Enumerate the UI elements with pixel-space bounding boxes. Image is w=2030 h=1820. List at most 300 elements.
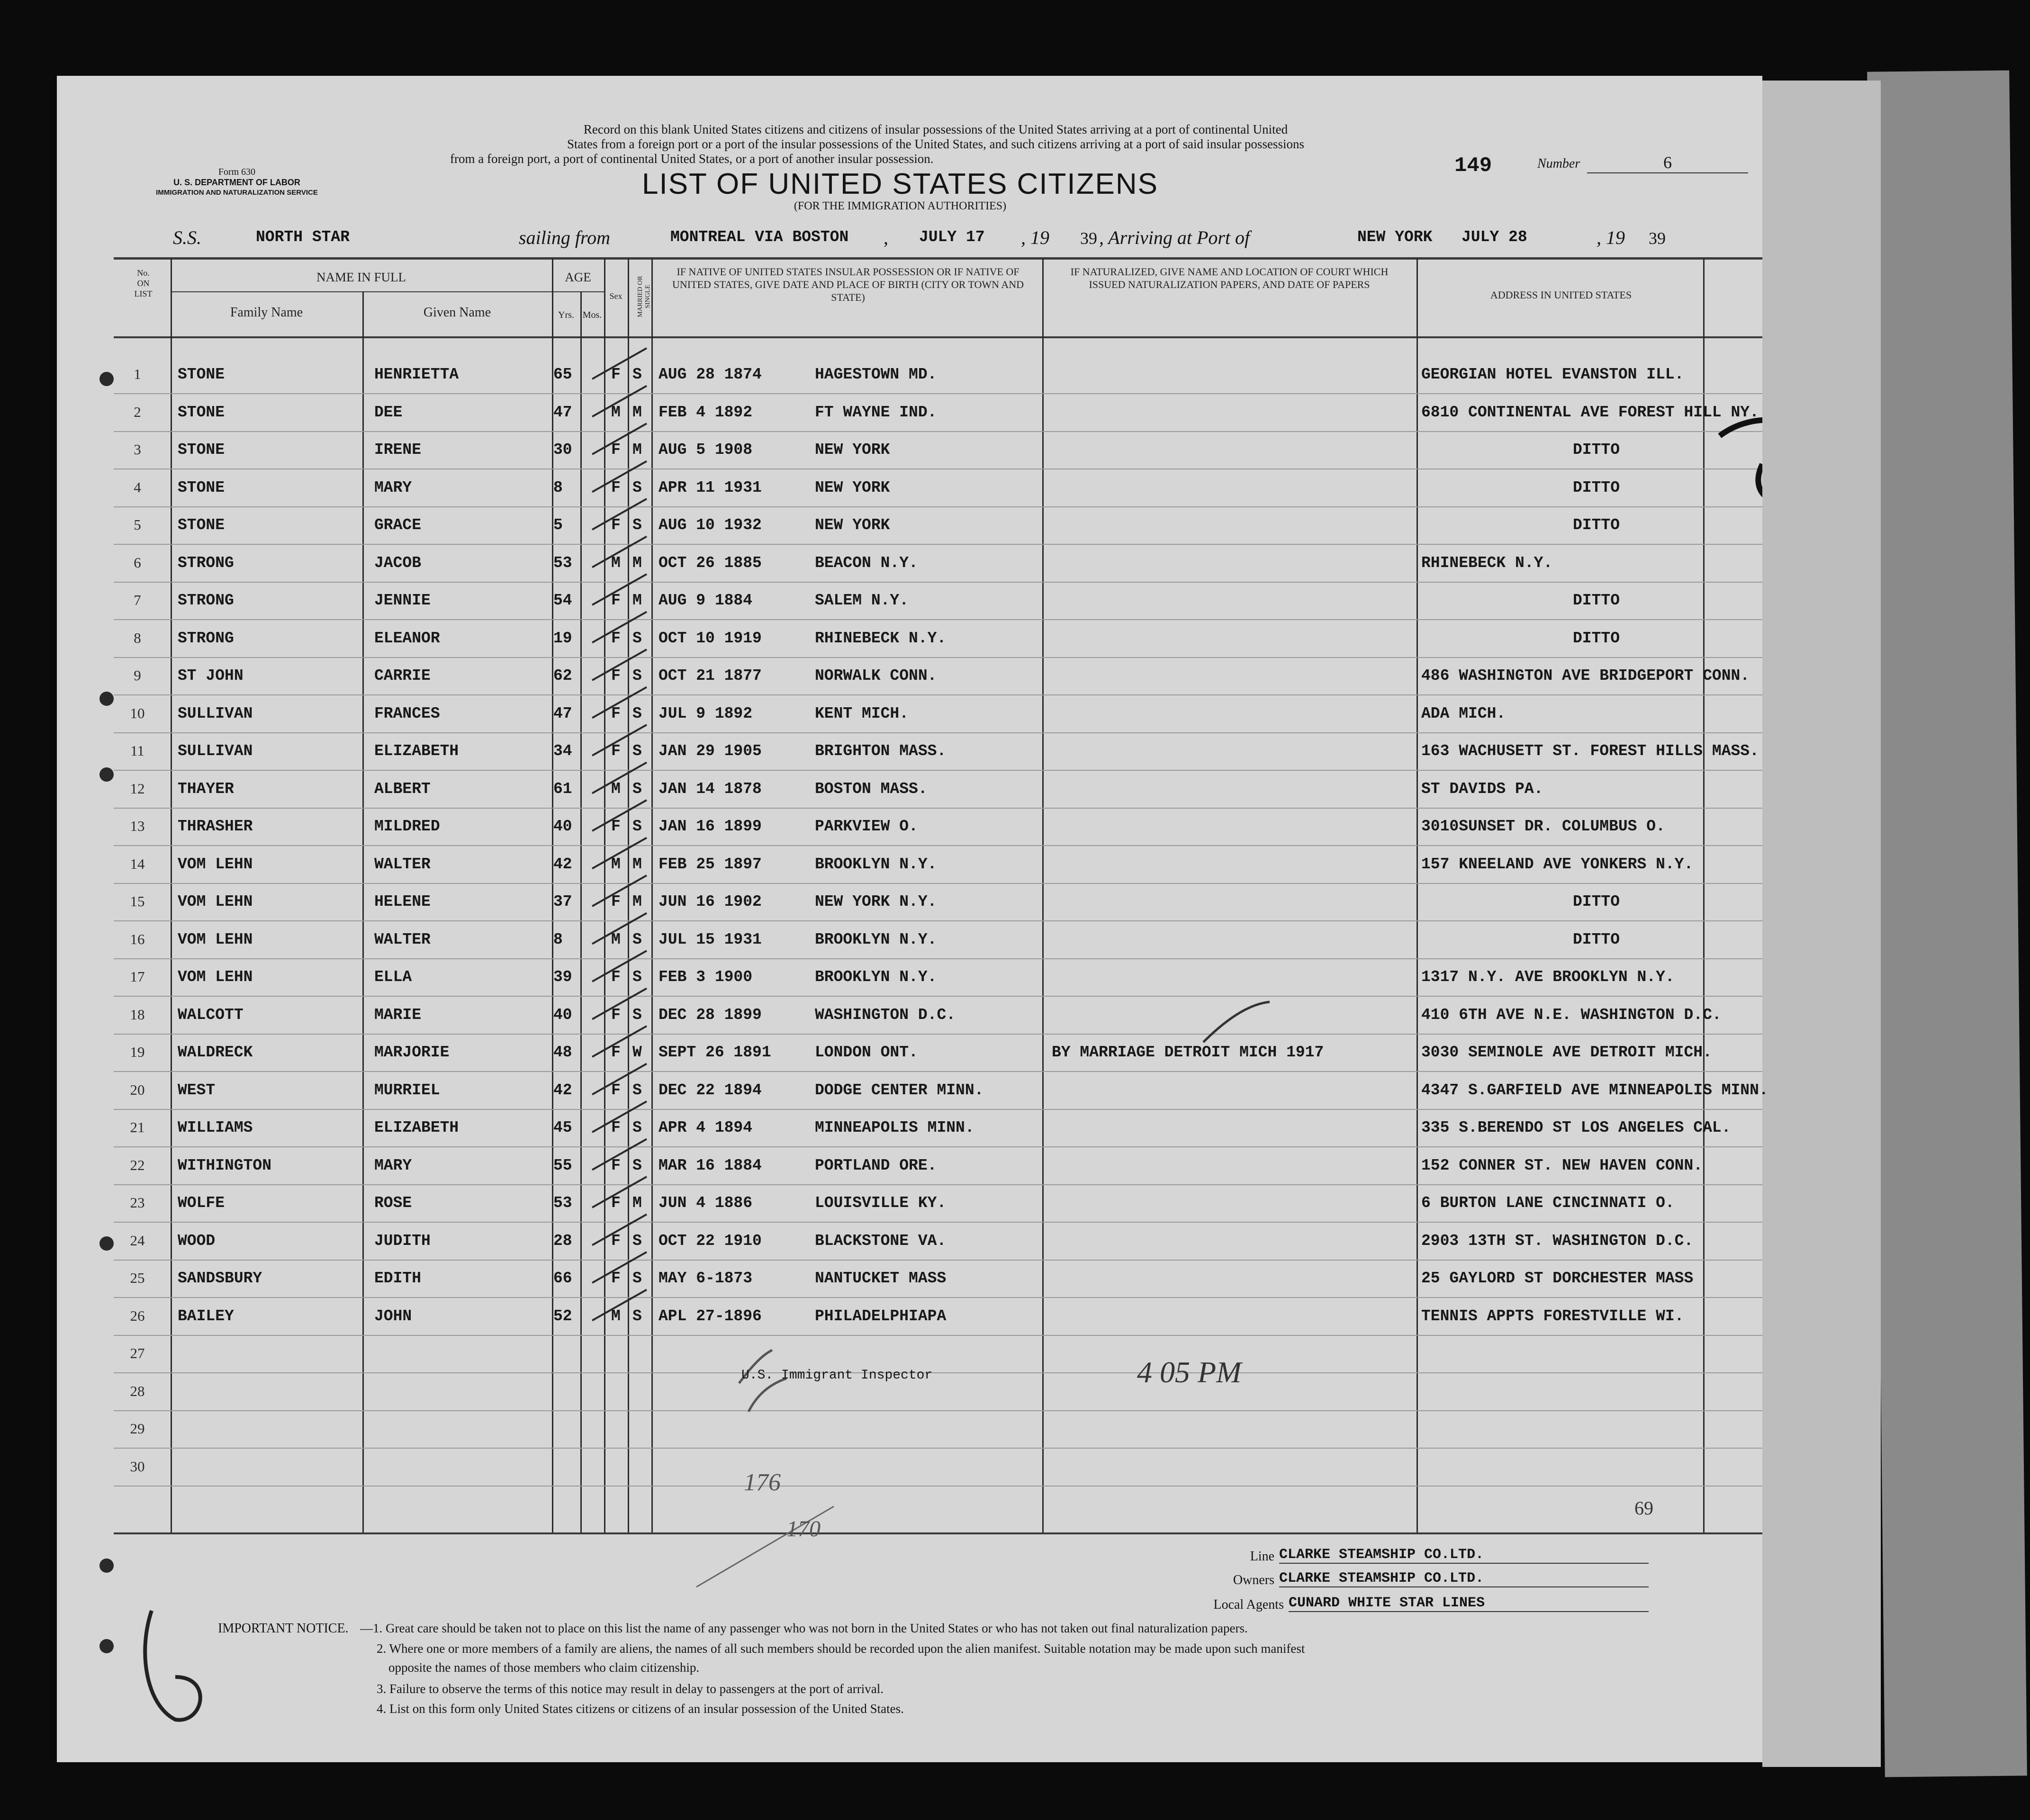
row-ms: S <box>632 478 642 496</box>
arriving-label: , Arriving at Port of <box>1099 227 1250 248</box>
row-ms: M <box>632 592 642 609</box>
row-ms: S <box>632 516 642 534</box>
row-given: ELIZABETH <box>374 1119 459 1136</box>
row-birth-place: NANTUCKET MASS <box>815 1270 947 1287</box>
row-birth-date: JAN 16 1899 <box>659 818 762 835</box>
row-birth-date: MAY 6-1873 <box>659 1270 753 1287</box>
row-given: IRENE <box>374 441 422 459</box>
instructions-line-2: States from a foreign port or a port of the insular possessions of the United States, and such citizens arriving at a port of said insular possessions <box>567 137 1304 151</box>
row-n: 23 <box>130 1194 145 1211</box>
row-ms: M <box>632 893 642 910</box>
agents-label: Local Agents <box>1213 1597 1284 1612</box>
row-n: 22 <box>130 1156 145 1173</box>
row-birth-date: JUN 4 1886 <box>659 1194 753 1212</box>
row-given: MILDRED <box>374 818 440 835</box>
row-age: 8 <box>553 478 563 496</box>
row-sex: F <box>611 516 621 534</box>
margin-big-number <box>1743 407 1746 413</box>
row-given: ELEANOR <box>374 629 440 647</box>
check-mark <box>592 423 647 454</box>
row-age: 45 <box>553 1119 572 1136</box>
row-sex: F <box>611 441 621 459</box>
row-sex: F <box>611 667 621 685</box>
number-value: 6 <box>1587 153 1748 173</box>
sail-date: JULY 17 <box>919 228 985 246</box>
ship-name: NORTH STAR <box>256 228 350 246</box>
row-sex: F <box>611 968 621 986</box>
punch-hole <box>99 1559 114 1573</box>
check-mark <box>592 574 647 605</box>
row-age: 42 <box>553 1081 572 1099</box>
row-age: 34 <box>553 742 572 760</box>
form-dept: U. S. DEPARTMENT OF LABOR <box>173 178 300 187</box>
row-family: STONE <box>178 366 225 383</box>
row-family: STRONG <box>178 629 234 647</box>
row-birth-date: JAN 14 1878 <box>659 780 762 798</box>
instructions-line-1: Record on this blank United States citizens and citizens of insular possessions of the United States arriving at a port of continental United <box>583 122 1288 136</box>
punch-hole <box>99 1639 114 1653</box>
header-married-single: MARRIED OR SINGLE <box>637 276 651 317</box>
punch-hole <box>99 372 114 386</box>
row-family: SULLIVAN <box>178 742 253 760</box>
row-birth-place: BROOKLYN N.Y. <box>815 968 937 986</box>
row-age: 37 <box>553 893 572 910</box>
row-ms: M <box>632 855 642 873</box>
row-address: DITTO <box>1573 478 1620 496</box>
row-age: 54 <box>553 592 572 609</box>
row-sex: M <box>611 930 621 948</box>
punch-hole <box>99 1236 114 1251</box>
row-birth-date: APL 27-1896 <box>659 1307 762 1325</box>
check-mark <box>592 499 647 530</box>
row-age: 42 <box>553 855 572 873</box>
row-ms: S <box>632 629 642 647</box>
row-ms: S <box>632 667 642 685</box>
row-given: MARJORIE <box>374 1044 450 1061</box>
row-family: SANDSBURY <box>178 1270 262 1287</box>
row-n: 25 <box>130 1270 145 1286</box>
row-ms: M <box>632 441 642 459</box>
row-birth-date: SEPT 26 1891 <box>659 1044 771 1061</box>
sailing-label: sailing from <box>519 227 610 248</box>
owners-label: Owners <box>1233 1573 1274 1587</box>
row-family: WOOD <box>178 1232 216 1250</box>
check-mark <box>592 1101 647 1132</box>
row-age: 47 <box>553 403 572 421</box>
row-ms: W <box>632 1044 642 1061</box>
ss-label: S.S. <box>173 227 201 248</box>
row-age: 66 <box>553 1270 572 1287</box>
row-ms: S <box>632 1156 642 1174</box>
check-mark <box>592 1064 647 1095</box>
row-birth-place: PORTLAND ORE. <box>815 1156 937 1174</box>
row-birth-date: DEC 28 1899 <box>659 1006 762 1024</box>
row-birth-place: RHINEBECK N.Y. <box>815 629 947 647</box>
row-family: WITHINGTON <box>178 1156 272 1174</box>
check-mark <box>592 649 647 680</box>
row-birth-date: APR 4 1894 <box>659 1119 753 1136</box>
check-mark <box>592 989 647 1019</box>
row-age: 48 <box>553 1044 572 1061</box>
row-ms: S <box>632 1006 642 1024</box>
tally-bottom: 170 <box>786 1516 821 1541</box>
row-address: 157 KNEELAND AVE YONKERS N.Y. <box>1421 855 1694 873</box>
notice-label: IMPORTANT NOTICE. <box>218 1621 349 1636</box>
row-birth-place: BROOKLYN N.Y. <box>815 930 937 948</box>
agents-value: CUNARD WHITE STAR LINES <box>1289 1595 1649 1612</box>
row-birth-date: OCT 21 1877 <box>659 667 762 685</box>
check-mark <box>592 951 647 982</box>
arrival-date: JULY 28 <box>1462 228 1527 246</box>
check-mark <box>592 763 647 793</box>
row-age: 40 <box>553 818 572 835</box>
row-age: 39 <box>553 968 572 986</box>
manifest-sheet <box>57 76 1768 1762</box>
row-n: 16 <box>130 930 145 947</box>
page-count: 69 <box>1634 1497 1653 1519</box>
row-ms: S <box>632 780 642 798</box>
check-mark <box>592 461 647 492</box>
row-sex: F <box>611 1156 621 1174</box>
row-family: BAILEY <box>178 1307 234 1325</box>
page-edge <box>1762 81 1881 1767</box>
row-family: VOM LEHN <box>178 893 253 910</box>
row-birth-date: FEB 25 1897 <box>659 855 762 873</box>
row-sex: M <box>611 403 621 421</box>
check-mark <box>592 875 647 906</box>
row-birth-place: BLACKSTONE VA. <box>815 1232 947 1250</box>
row-ms: S <box>632 968 642 986</box>
form-service: IMMIGRATION AND NATURALIZATION SERVICE <box>156 189 318 197</box>
row-family: STONE <box>178 478 225 496</box>
row-sex: F <box>611 704 621 722</box>
row-n: 26 <box>130 1307 145 1324</box>
row-address: DITTO <box>1573 893 1620 910</box>
row-given: JENNIE <box>374 592 431 609</box>
row-n: 18 <box>130 1006 145 1023</box>
row-age: 52 <box>553 1307 572 1325</box>
row-birth-date: APR 11 1931 <box>659 478 762 496</box>
row-address: 335 S.BERENDO ST LOS ANGELES CAL. <box>1421 1119 1731 1136</box>
row-given: WALTER <box>374 930 431 948</box>
row-birth-place: NEW YORK <box>815 516 890 534</box>
row-address: DITTO <box>1573 930 1620 948</box>
row-n: 19 <box>130 1044 145 1060</box>
row-birth-date: AUG 5 1908 <box>659 441 753 459</box>
row-given: MURRIEL <box>374 1081 440 1099</box>
row-ms: S <box>632 930 642 948</box>
check-mark <box>592 612 647 643</box>
header-family-name: Family Name <box>230 305 303 320</box>
row-n: 21 <box>130 1119 145 1135</box>
row-family: WALDRECK <box>178 1044 253 1061</box>
row-given: JUDITH <box>374 1232 431 1250</box>
row-age: 53 <box>553 1194 572 1212</box>
row-ms: S <box>632 742 642 760</box>
row-sex: M <box>611 554 621 572</box>
row-n: 27 <box>130 1345 145 1361</box>
check-mark <box>592 838 647 869</box>
row-birth-place: PARKVIEW O. <box>815 818 918 835</box>
row-age: 53 <box>553 554 572 572</box>
tally-top: 176 <box>744 1469 781 1496</box>
row-age: 62 <box>553 667 572 685</box>
row-address: 486 WASHINGTON AVE BRIDGEPORT CONN. <box>1421 667 1750 685</box>
row-address: DITTO <box>1573 629 1620 647</box>
header-sex: Sex <box>609 291 623 301</box>
row-family: WALCOTT <box>178 1006 244 1024</box>
row-address: RHINEBECK N.Y. <box>1421 554 1553 572</box>
number-label: Number <box>1537 156 1580 171</box>
row-birth-date: AUG 9 1884 <box>659 592 753 609</box>
page-stamp: 149 <box>1454 154 1492 178</box>
row-address: 6 BURTON LANE CINCINNATI O. <box>1421 1194 1675 1212</box>
row-birth-place: BEACON N.Y. <box>815 554 918 572</box>
row-birth-date: JUL 9 1892 <box>659 704 753 722</box>
row-birth-date: AUG 10 1932 <box>659 516 762 534</box>
row-address: 1317 N.Y. AVE BROOKLYN N.Y. <box>1421 968 1675 986</box>
row-family: STONE <box>178 441 225 459</box>
row-given: WALTER <box>374 855 431 873</box>
punch-hole <box>99 692 114 706</box>
check-mark <box>592 725 647 756</box>
row-naturalized: BY MARRIAGE DETROIT MICH 1917 <box>1052 1044 1324 1061</box>
row-birth-place: NORWALK CONN. <box>815 667 937 685</box>
row-birth-place: PHILADELPHIAPA <box>815 1307 947 1325</box>
row-birth-date: FEB 3 1900 <box>659 968 753 986</box>
row-given: ELIZABETH <box>374 742 459 760</box>
punch-hole <box>99 767 114 782</box>
page-title: LIST OF UNITED STATES CITIZENS <box>642 168 1158 200</box>
row-given: GRACE <box>374 516 422 534</box>
row-family: STONE <box>178 403 225 421</box>
check-mark <box>592 1026 647 1057</box>
row-given: ALBERT <box>374 780 431 798</box>
row-age: 5 <box>553 516 563 534</box>
row-sex: F <box>611 1044 621 1061</box>
row-address: TENNIS APPTS FORESTVILLE WI. <box>1421 1307 1684 1325</box>
row-sex: F <box>611 742 621 760</box>
row-address: 6810 CONTINENTAL AVE FOREST HILL NY. <box>1421 403 1759 421</box>
row-sex: F <box>611 1232 621 1250</box>
row-address: 4347 S.GARFIELD AVE MINNEAPOLIS MINN. <box>1421 1081 1768 1099</box>
row-sex: F <box>611 592 621 609</box>
row-birth-place: LONDON ONT. <box>815 1044 918 1061</box>
row-family: WOLFE <box>178 1194 225 1212</box>
row-sex: F <box>611 818 621 835</box>
row-birth-place: FT WAYNE IND. <box>815 403 937 421</box>
row-n: 28 <box>130 1382 145 1399</box>
row-n: 30 <box>130 1458 145 1475</box>
check-mark <box>592 687 647 718</box>
row-given: CARRIE <box>374 667 431 685</box>
row-birth-date: DEC 22 1894 <box>659 1081 762 1099</box>
row-given: MARIE <box>374 1006 422 1024</box>
check-mark <box>592 800 647 831</box>
row-address: 152 CONNER ST. NEW HAVEN CONN. <box>1421 1156 1703 1174</box>
row-address: 25 GAYLORD ST DORCHESTER MASS <box>1421 1270 1694 1287</box>
sail-year: 39 <box>1080 229 1097 248</box>
row-given: HENRIETTA <box>374 366 459 383</box>
margin-left-number <box>152 1639 154 1644</box>
row-n: 7 <box>134 592 141 608</box>
row-n: 11 <box>130 742 144 759</box>
margin-six-stroke <box>145 1611 200 1720</box>
row-birth-place: KENT MICH. <box>815 704 909 722</box>
row-given: JACOB <box>374 554 422 572</box>
row-age: 19 <box>553 629 572 647</box>
row-ms: S <box>632 1232 642 1250</box>
row-given: HELENE <box>374 893 431 910</box>
row-n: 14 <box>130 855 145 872</box>
row-address: 410 6TH AVE N.E. WASHINGTON D.C. <box>1421 1006 1722 1024</box>
row-given: DEE <box>374 403 403 421</box>
row-birth-date: JUN 16 1902 <box>659 893 762 910</box>
check-mark <box>592 1290 647 1321</box>
inspector-label: U.S. Immigrant Inspector <box>741 1368 933 1383</box>
row-birth-date: OCT 10 1919 <box>659 629 762 647</box>
row-sex: F <box>611 478 621 496</box>
row-sex: M <box>611 855 621 873</box>
header-age: AGE <box>565 270 591 284</box>
row-address: DITTO <box>1573 516 1620 534</box>
row-family: STRONG <box>178 592 234 609</box>
row-sex: F <box>611 366 621 383</box>
row-birth-date: FEB 4 1892 <box>659 403 753 421</box>
big-nine-stroke <box>1720 420 1762 602</box>
check-mark <box>592 386 647 417</box>
row-family: WEST <box>178 1081 216 1099</box>
row-address: 3010SUNSET DR. COLUMBUS O. <box>1421 818 1665 835</box>
row-family: WILLIAMS <box>178 1119 253 1136</box>
row-n: 17 <box>130 968 145 985</box>
naturalized-check-mark <box>1203 1002 1270 1042</box>
header-name-in-full: NAME IN FULL <box>316 270 406 284</box>
row-sex: F <box>611 1006 621 1024</box>
check-mark <box>592 1177 647 1207</box>
row-ms: M <box>632 554 642 572</box>
row-address: 2903 13TH ST. WASHINGTON D.C. <box>1421 1232 1694 1250</box>
header-on: ON <box>137 279 150 288</box>
header-list: LIST <box>134 289 153 298</box>
page-subtitle: (FOR THE IMMIGRATION AUTHORITIES) <box>794 200 1007 212</box>
row-family: VOM LEHN <box>178 930 253 948</box>
arrival-year: 39 <box>1649 229 1666 248</box>
row-family: THAYER <box>178 780 234 798</box>
row-birth-place: WASHINGTON D.C. <box>815 1006 956 1024</box>
checkmark-strokes <box>57 76 1762 1762</box>
row-birth-date: JAN 29 1905 <box>659 742 762 760</box>
row-family: SULLIVAN <box>178 704 253 722</box>
row-address: GEORGIAN HOTEL EVANSTON ILL. <box>1421 366 1684 383</box>
row-given: JOHN <box>374 1307 412 1325</box>
owners-value: CLARKE STEAMSHIP CO.LTD. <box>1279 1570 1649 1587</box>
row-family: ST JOHN <box>178 667 244 685</box>
row-sex: M <box>611 780 621 798</box>
row-address: DITTO <box>1573 441 1620 459</box>
instructions-line-3: from a foreign port, a port of continental United States, or a port of another insular possession. <box>450 152 934 166</box>
row-address: 3030 SEMINOLE AVE DETROIT MICH. <box>1421 1044 1712 1061</box>
row-age: 30 <box>553 441 572 459</box>
notice-2b: opposite the names of those members who claim citizenship. <box>388 1660 700 1675</box>
row-birth-date: JUL 15 1931 <box>659 930 762 948</box>
row-family: THRASHER <box>178 818 253 835</box>
row-birth-place: DODGE CENTER MINN. <box>815 1081 984 1099</box>
row-n: 5 <box>134 516 141 533</box>
row-birth-place: MINNEAPOLIS MINN. <box>815 1119 974 1136</box>
notice-2a: 2. Where one or more members of a family are aliens, the names of all such members should be recorded upon the alien manifest. Suitable notation may be made upon such manifest <box>377 1641 1305 1656</box>
row-given: MARY <box>374 478 412 496</box>
check-mark <box>592 913 647 944</box>
row-age: 40 <box>553 1006 572 1024</box>
header-no: No. <box>137 268 150 278</box>
line-value: CLARKE STEAMSHIP CO.LTD. <box>1279 1547 1649 1564</box>
row-given: ELLA <box>374 968 412 986</box>
header-given-name: Given Name <box>423 305 491 320</box>
back-sheet <box>1867 71 2027 1777</box>
check-mark <box>592 1139 647 1170</box>
row-age: 55 <box>553 1156 572 1174</box>
row-ms: S <box>632 1081 642 1099</box>
row-birth-date: MAR 16 1884 <box>659 1156 762 1174</box>
row-given: EDITH <box>374 1270 422 1287</box>
year-prefix-2: , 19 <box>1597 227 1625 248</box>
row-sex: F <box>611 1270 621 1287</box>
row-n: 12 <box>130 780 145 797</box>
row-sex: F <box>611 893 621 910</box>
row-n: 9 <box>134 667 141 684</box>
header-native-birth: IF NATIVE OF UNITED STATES INSULAR POSSESSION OR IF NATIVE OF UNITED STATES, GIVE DATE AND PLACE OF BIRTH (CITY OR TOWN AND STATE) <box>672 266 1024 303</box>
row-birth-place: HAGESTOWN MD. <box>815 366 937 383</box>
row-birth-place: LOUISVILLE KY. <box>815 1194 947 1212</box>
row-ms: S <box>632 1307 642 1325</box>
row-sex: F <box>611 1081 621 1099</box>
row-n: 10 <box>130 704 145 721</box>
row-family: VOM LEHN <box>178 968 253 986</box>
header-mos: Mos. <box>582 310 602 320</box>
row-age: 8 <box>553 930 563 948</box>
arrival-port: NEW YORK <box>1357 228 1433 246</box>
form-number: Form 630 <box>218 167 256 177</box>
row-address: DITTO <box>1573 592 1620 609</box>
row-birth-date: AUG 28 1874 <box>659 366 762 383</box>
row-n: 3 <box>134 441 141 458</box>
row-n: 2 <box>134 403 141 420</box>
check-mark <box>592 1215 647 1245</box>
row-age: 65 <box>553 366 572 383</box>
row-family: VOM LEHN <box>178 855 253 873</box>
check-mark <box>592 348 647 379</box>
row-age: 61 <box>553 780 572 798</box>
row-ms: S <box>632 818 642 835</box>
row-birth-place: NEW YORK N.Y. <box>815 893 937 910</box>
row-birth-place: BROOKLYN N.Y. <box>815 855 937 873</box>
departure-port: MONTREAL VIA BOSTON <box>670 228 849 246</box>
row-ms: M <box>632 403 642 421</box>
row-sex: F <box>611 1119 621 1136</box>
row-birth-date: OCT 22 1910 <box>659 1232 762 1250</box>
row-ms: S <box>632 1270 642 1287</box>
comma: , <box>884 227 888 248</box>
row-n: 24 <box>130 1232 145 1249</box>
row-ms: M <box>632 1194 642 1212</box>
row-n: 15 <box>130 893 145 910</box>
header-address: ADDRESS IN UNITED STATES <box>1490 289 1632 301</box>
row-birth-place: BRIGHTON MASS. <box>815 742 947 760</box>
row-address: ADA MICH. <box>1421 704 1506 722</box>
row-birth-place: NEW YORK <box>815 441 890 459</box>
row-birth-date: OCT 26 1885 <box>659 554 762 572</box>
